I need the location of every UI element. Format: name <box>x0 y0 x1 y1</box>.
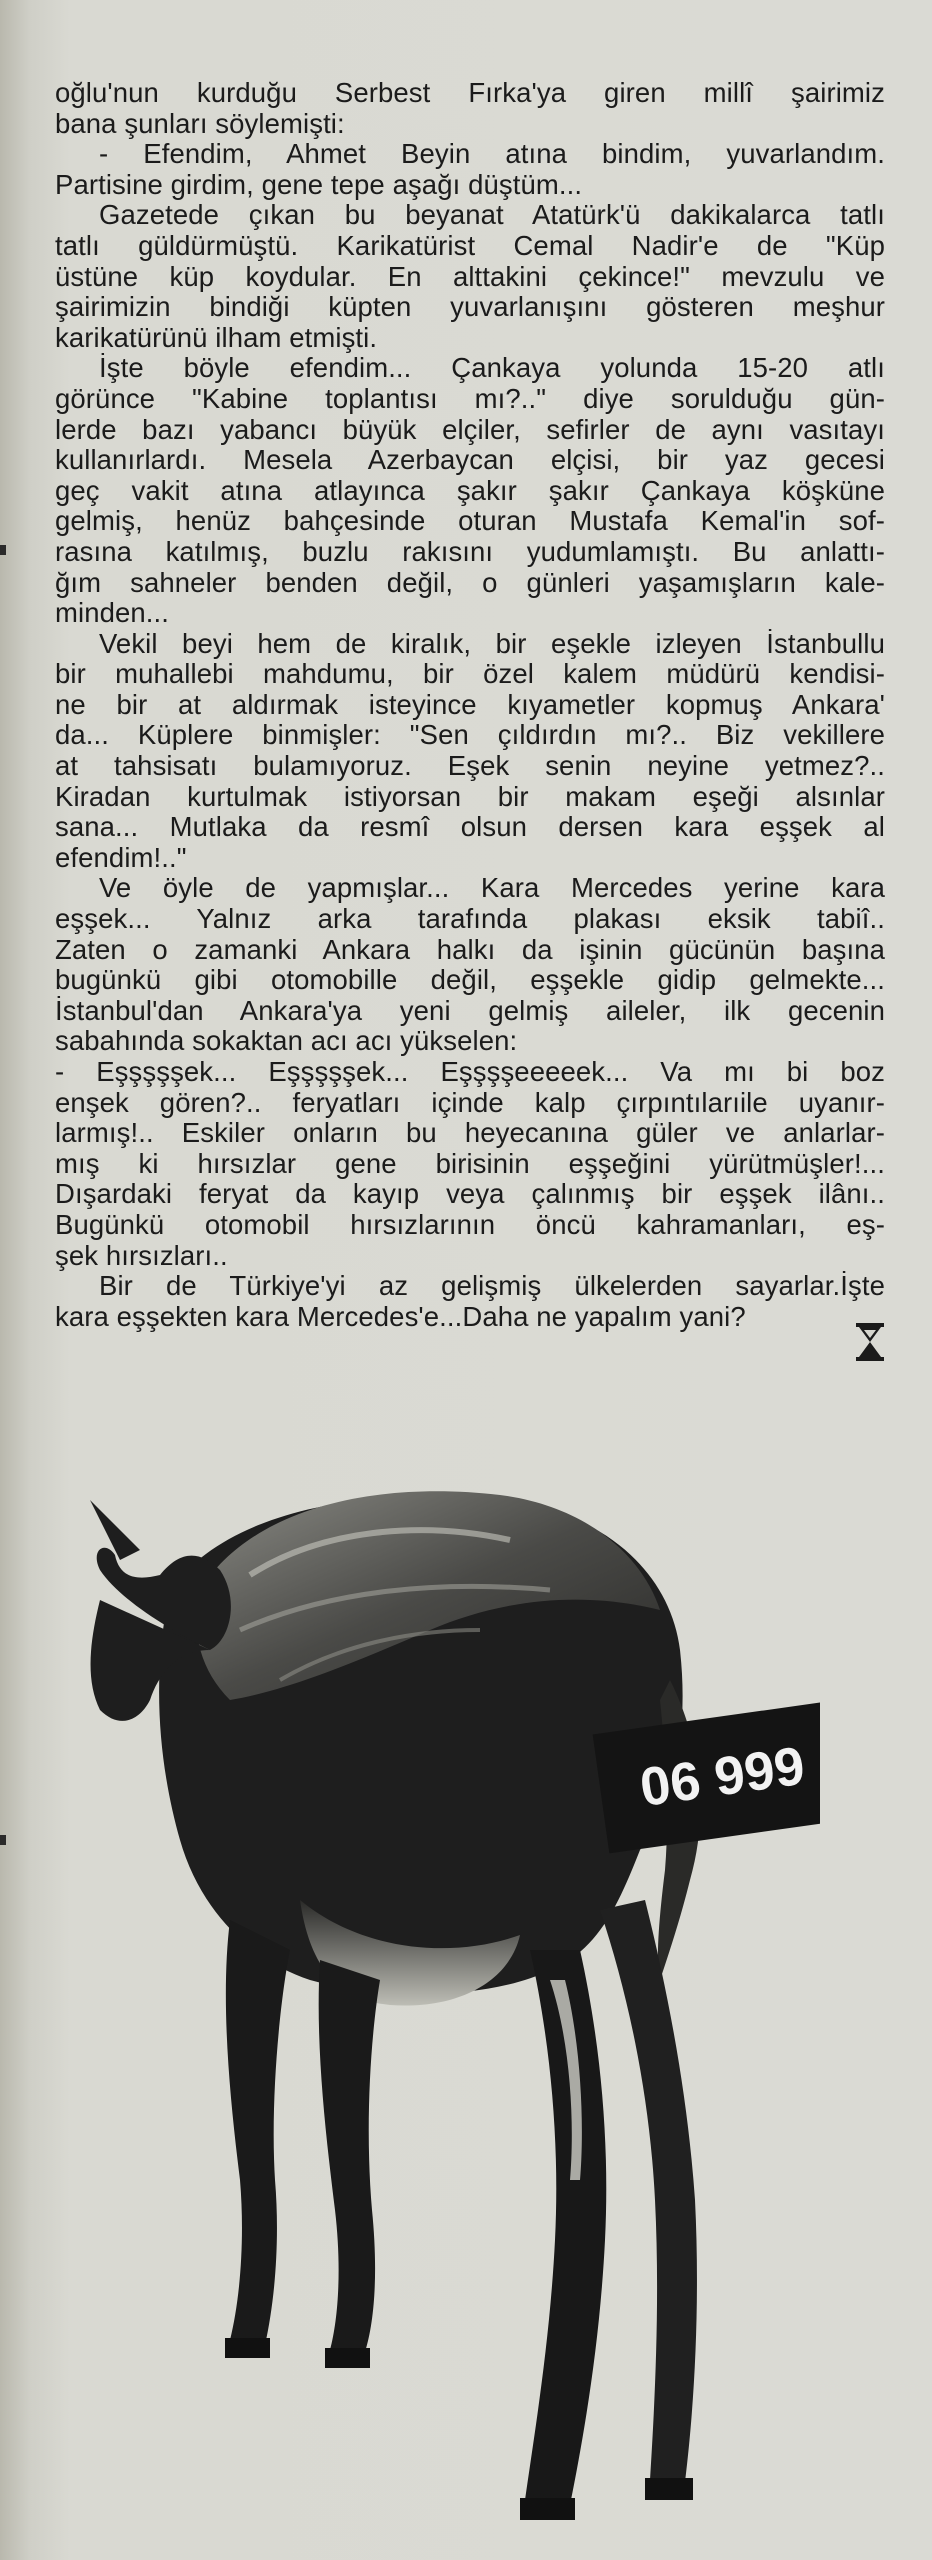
article-line: şairimizin bindiği küpten yuvarlanışını gösteren meşhur <box>55 292 885 323</box>
article-line: minden... <box>55 598 170 629</box>
article-line: Ve öyle de yapmışlar... Kara Mercedes yerine kara <box>99 873 885 904</box>
donkey-leg-front <box>226 1920 290 2345</box>
article-line: şek hırsızları.. <box>55 1240 228 1271</box>
article-line: lerde bazı yabancı büyük elçiler, sefirler de aynı vasıtayı <box>55 414 885 445</box>
license-plate-number: 06 999 <box>636 1735 809 1819</box>
page-edge-mark <box>0 545 6 555</box>
article-line: Gazetede çıkan bu beyanat Atatürk'ü dakikalarca tatlı <box>99 200 885 231</box>
article-line: eşşek... Yalnız arka tarafında plakası eksik tabiî.. <box>55 904 885 935</box>
article-line: efendim!.." <box>55 842 187 873</box>
article-line: sabahında sokaktan acı acı yükselen: <box>55 1026 518 1057</box>
article-line: Vekil beyi hem de kiralık, bir eşekle izleyen İstanbullu <box>99 628 885 659</box>
article-line: üstüne küp koydular. En alttakini çekince!" mevzulu ve <box>55 261 885 292</box>
article-line: kara eşşekten kara Mercedes'e...Daha ne yapalım yani? <box>55 1301 746 1332</box>
article-line: bana şunları söylemişti: <box>55 108 345 139</box>
article-line: gelmiş, henüz bahçesinde oturan Mustafa Kemal'in sof- <box>55 506 885 537</box>
article-line: Bir de Türkiye'yi az gelişmiş ülkelerden sayarlar.İşte <box>99 1271 885 1302</box>
article-line: at tahsisatı bulamıyoruz. Eşek senin neyine yetmez?.. <box>55 751 885 782</box>
article-line: rasına katılmış, buzlu rakısını yudumlamıştı. Bu anlattı- <box>55 536 885 567</box>
article-line: geç vakit atına atlayınca şakır şakır Çankaya köşküne <box>55 475 885 506</box>
article-line: Bugünkü otomobil hırsızlarının öncü kahramanları, eş- <box>55 1209 885 1240</box>
article-line: - Efendim, Ahmet Beyin atına bindim, yuvarlandım. <box>99 139 885 170</box>
article-line: İşte böyle efendim... Çankaya yolunda 15-20 atlı <box>99 353 885 384</box>
article-line: ğım sahneler benden değil, o günleri yaşamışların kale- <box>55 567 885 598</box>
article-line: Kiradan kurtulmak istiyorsan bir makam eşeği alsınlar <box>55 781 885 812</box>
donkey-ear <box>90 1500 140 1560</box>
article-text <box>55 78 885 1332</box>
article-line: kullanırlardı. Mesela Azerbaycan elçisi, bir yaz gecesi <box>55 445 885 476</box>
article-line: Partisine girdim, gene tepe aşağı düştüm... <box>55 169 583 200</box>
page-edge-mark <box>0 1835 6 1845</box>
article-line: mış ki hırsızlar gene birisinin eşşeğini yürütmüşler!... <box>55 1148 885 1179</box>
hourglass-icon <box>855 1322 885 1362</box>
article-line: İstanbul'dan Ankara'ya yeni gelmiş aileler, ilk gecenin <box>55 995 885 1026</box>
article-line: larmış!.. Eskiler onların bu heyecanına güler ve anlarlar- <box>55 1118 885 1149</box>
article-line: görünce "Kabine toplantısı mı?.." diye sorulduğu gün- <box>55 383 885 414</box>
article-line: - Eşşşşşek... Eşşşşşek... Eşşşşeeeeek... Va mı bi boz <box>55 1057 885 1087</box>
donkey-illustration <box>80 1480 820 2560</box>
article-line: karikatürünü ilham etmişti. <box>55 322 378 353</box>
article-line: Zaten o zamanki Ankara halkı da işinin gücünün başına <box>55 934 885 965</box>
article-line: enşek gören?.. feryatları içinde kalp çırpıntılarıile uyanır- <box>55 1087 885 1118</box>
article-line: Dışardaki feryat da kayıp veya çalınmış bir eşşek ilânı.. <box>55 1179 885 1210</box>
article-line: da... Küplere binmişler: "Sen çıldırdın mı?.. Biz vekillere <box>55 720 885 751</box>
article-line: oğlu'nun kurduğu Serbest Fırka'ya giren millî şairimiz <box>55 78 885 108</box>
article-line: bugünkü gibi otomobille değil, eşşekle gidip gelmekte... <box>55 965 885 996</box>
article-line: tatlı güldürmüştü. Karikatürist Cemal Nadir'e de "Küp <box>55 230 885 261</box>
article-line: ne bir at aldırmak isteyince kıyametler kopmuş Ankara' <box>55 689 885 720</box>
article-line: bir muhallebi mahdumu, bir özel kalem müdürü kendisi- <box>55 659 885 690</box>
article-line: sana... Mutlaka da resmî olsun dersen kara eşşek al <box>55 812 885 843</box>
